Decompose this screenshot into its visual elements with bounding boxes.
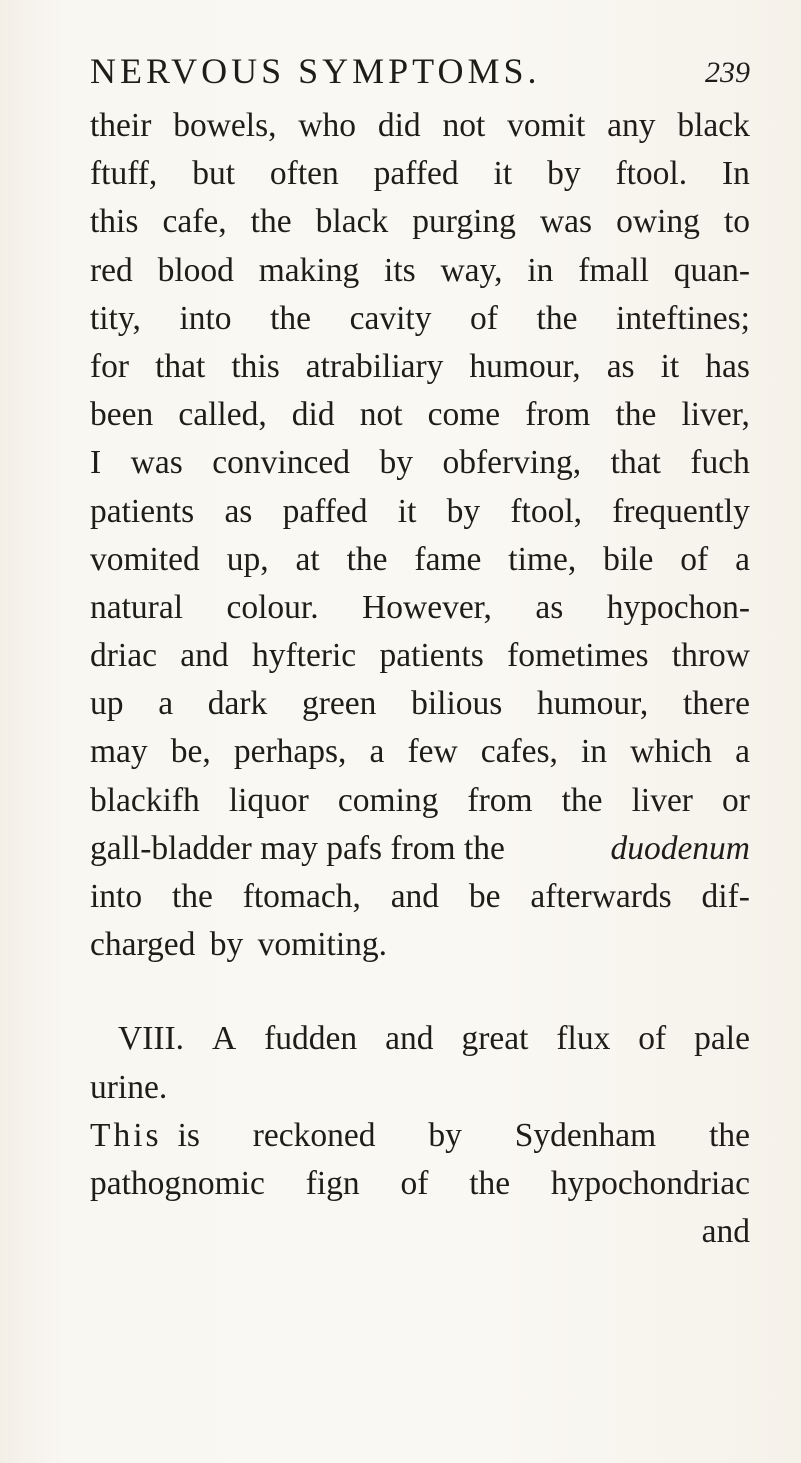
word: colour. [226,588,319,626]
section-heading-line: urine. [90,1068,168,1106]
word: green [302,685,377,723]
word: been [90,396,154,434]
word: may [90,733,148,771]
text-line: charged by vomiting. [90,926,388,964]
word: fign [305,1164,360,1202]
section-gap [90,969,750,1015]
word: time, [508,540,577,578]
word: by [428,1116,462,1154]
word: Sydenham [514,1116,657,1154]
word: the [536,299,578,337]
text-line [90,439,750,487]
word: that [610,444,661,482]
word: by [379,444,413,482]
text-line [90,247,750,295]
word: a [735,733,750,771]
word: owing [616,203,700,241]
text-line [90,150,750,198]
text-line [90,632,750,680]
word: purging [412,203,516,241]
page-header [90,50,750,100]
word: a [158,685,174,723]
word: the [171,878,213,915]
word: patients [90,492,195,530]
word: its [384,251,416,289]
body-text [90,102,750,1256]
word: and [385,1020,434,1058]
word: the [270,299,312,337]
word: the [561,781,603,819]
word: driac [90,637,157,675]
text-line [90,777,750,825]
word: hypochon- [606,588,750,626]
running-head: NERVOUS SYMPTOMS. [90,51,541,91]
word: and [180,637,229,675]
word: was [539,203,593,241]
word: patients [379,637,484,675]
word: cafes, [480,733,558,771]
word: blood [157,251,234,289]
word: black [677,107,750,144]
text-line [90,1160,750,1208]
word: natural [90,588,184,626]
word: it [397,492,417,530]
word: humour, [469,347,581,385]
text-line [90,391,750,439]
word: in [527,251,554,289]
word: there [683,685,750,723]
word: or [722,781,750,819]
word: did [377,107,421,144]
word: great [461,1020,529,1058]
word: dark [207,685,268,723]
word: blackifh [90,781,200,819]
word: into [179,299,232,337]
word: bilious [411,685,503,723]
word: of [638,1020,667,1058]
word: up [90,685,124,723]
word: vomited [90,540,200,578]
word: way, [440,251,503,289]
catchword: and [701,1213,750,1251]
word: convinced [212,444,350,482]
word: to [723,203,750,241]
section-viii [90,1015,750,1256]
word: called, [178,396,267,434]
word: into [90,878,143,915]
text-line-with-italic [90,825,750,873]
word: of [680,540,709,578]
word: be [468,878,501,915]
text-line [90,198,750,246]
word: flux [556,1020,611,1058]
word: of [470,299,498,337]
word: ftomach, [242,878,361,915]
word: perhaps, [233,733,347,771]
word: but [192,155,236,193]
word: come [427,396,501,434]
word: afterwards [530,878,672,915]
word: atrabiliary [305,347,444,385]
word: quan- [673,251,750,289]
word: fame [414,540,482,578]
word: was [130,444,183,482]
word: the [346,540,388,578]
word: hyfteric [252,637,357,675]
word: bowels, [173,107,277,144]
word: and [390,878,440,915]
word: few [407,733,458,771]
section-heading-line [90,1015,750,1063]
word: their [90,107,152,144]
text-line [90,102,750,150]
word: at [295,540,320,578]
word: by [446,492,481,530]
word: of [400,1164,429,1202]
word: frequently [612,492,750,530]
word: cavity [349,299,432,337]
text-line-with-smallcaps [90,1112,750,1160]
word: throw [671,637,750,675]
small-caps-word: This [90,1116,162,1154]
word: tity, [90,299,141,337]
text-line [90,728,750,776]
word: from [467,781,533,819]
word: fuch [690,444,750,482]
word: A [212,1020,237,1058]
word: not [442,107,486,144]
word: which [630,733,713,771]
word: In [722,155,750,193]
text-line [90,536,750,584]
word: liver [631,781,693,819]
word: did [291,396,335,434]
text-line [90,295,750,343]
word: pale [694,1020,750,1058]
word: fometimes [507,637,649,675]
word: ftool. [615,155,688,193]
word: coming [337,781,439,819]
word: a [369,733,385,771]
word: VIII. [118,1020,185,1058]
word: liver, [681,396,750,434]
word: humour, [537,685,649,723]
word: ftuff, [90,155,158,193]
word: liquor [228,781,309,819]
word: the [250,203,292,241]
word: from [525,396,591,434]
word: not [359,396,403,434]
word: as [224,492,253,530]
word: has [705,347,750,385]
word: this [90,203,139,241]
word: reckoned [252,1116,376,1154]
text-line [90,584,750,632]
word: fmall [578,251,649,289]
text-line [90,488,750,536]
word: paffed [373,155,459,193]
word: dif- [701,878,750,915]
word: pathognomic [90,1164,265,1202]
paragraph-1 [90,102,750,969]
word: as [606,347,635,385]
word: the [469,1164,511,1202]
word: that [155,347,206,385]
word: bile [603,540,654,578]
word: ftool, [510,492,583,530]
word: up, [226,540,269,578]
word: However, [362,588,492,626]
word: for [90,347,130,385]
text-line [90,873,750,921]
word: by [547,155,581,193]
text-line [90,343,750,391]
word: often [269,155,339,193]
italic-term: duodenum [610,829,750,867]
word: cafe, [162,203,227,241]
word: is [177,1116,200,1154]
word: who [298,107,357,144]
word: obferving, [442,444,582,482]
word: black [315,203,389,241]
word: fudden [264,1020,358,1058]
text-segment [162,1112,750,1160]
word: paffed [282,492,368,530]
word: be, [170,733,211,771]
text-line [90,680,750,728]
word: the [615,396,657,434]
word: the [709,1116,750,1154]
word: inteftines; [616,299,750,337]
text-segment: gall-bladder may pafs from the [90,829,505,867]
word: a [735,540,750,578]
word: in [581,733,608,771]
word: vomit [507,107,586,144]
word: as [535,588,564,626]
word: making [258,251,360,289]
word: red [90,251,133,289]
word: it [493,155,513,193]
word: I [90,444,102,482]
word: any [607,107,656,144]
page-number: 239 [705,56,750,89]
word: hypochondriac [550,1164,750,1202]
word: it [660,347,680,385]
word: this [231,347,280,385]
